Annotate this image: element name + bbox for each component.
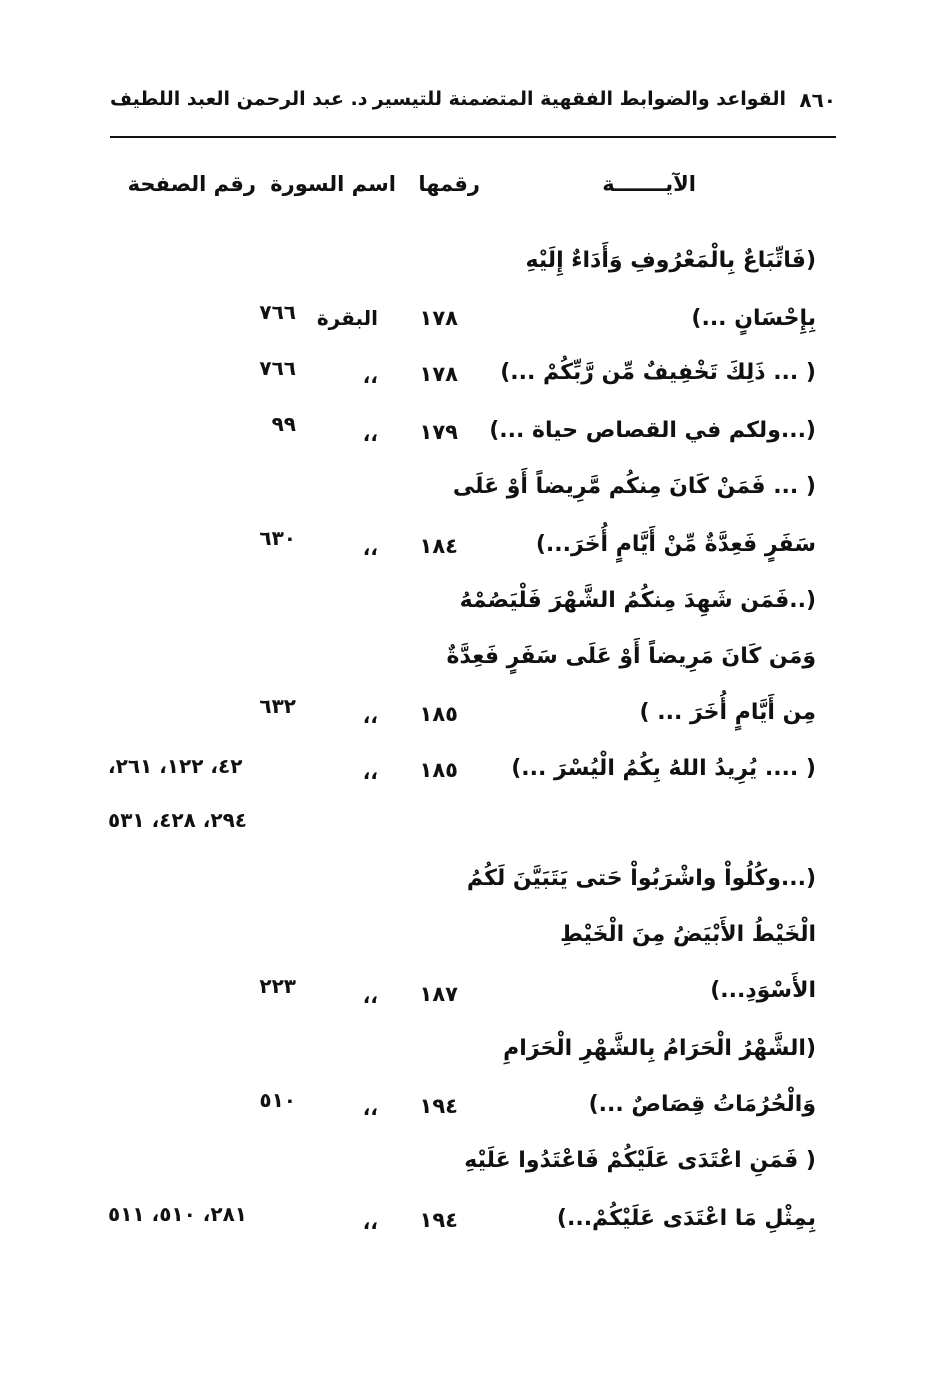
- verse-number: ١٩٤: [419, 1094, 458, 1118]
- verse-line: مِن أَيَّامٍ أُخَرَ ... ): [639, 700, 816, 725]
- surah-name: ،،: [362, 1096, 378, 1120]
- surah-name: ،،: [362, 704, 378, 728]
- verse-line: وَالْحُرُمَاتُ قِصَاصٌ ...): [588, 1092, 816, 1117]
- verse-number: ١٩٤: [419, 1208, 458, 1232]
- verse-line: (...ولكم في القصاص حياة ...): [489, 418, 816, 443]
- column-header-number: رقمها: [418, 172, 480, 196]
- page-ref: ٤٢، ١٢٢، ٢٦١،: [108, 754, 243, 778]
- author-name: د. عبد الرحمن العبد اللطيف: [110, 88, 368, 110]
- column-header-verse: الآيـــــــة: [602, 172, 696, 196]
- surah-name: ،،: [362, 984, 378, 1008]
- verse-line: ( ... فَمَنْ كَانَ مِنكُم مَّرِيضاً أَوْ عَلَى: [452, 474, 816, 499]
- verse-line: (..فَمَن شَهِدَ مِنكُمُ الشَّهْرَ فَلْيَصُمْهُ: [459, 588, 816, 613]
- page-ref: ٢٨١، ٥١٠، ٥١١: [108, 1202, 247, 1226]
- verse-line: وَمَن كَانَ مَرِيضاً أَوْ عَلَى سَفَرٍ فَعِدَّةٌ: [446, 644, 816, 669]
- verse-number: ١٧٨: [419, 362, 458, 386]
- book-title: القواعد والضوابط الفقهية المتضمنة للتيسير: [372, 88, 786, 110]
- verse-line: الأَسْوَدِ...): [710, 978, 816, 1003]
- verse-line: (...وكُلُواْ واشْرَبُواْ حَتى يَتَبَيَّنَ لَكُمُ: [466, 866, 816, 891]
- verse-number: ١٧٨: [419, 306, 458, 330]
- verse-number: ١٧٩: [419, 420, 458, 444]
- surah-name: ،،: [362, 1210, 378, 1234]
- verse-line: بِإِحْسَانٍ ...): [691, 306, 816, 331]
- surah-name: ،،: [362, 364, 378, 388]
- surah-name: ،،: [362, 422, 378, 446]
- verse-line: (الشَّهْرُ الْحَرَامُ بِالشَّهْرِ الْحَرَامِ: [503, 1036, 816, 1061]
- page-number: ٨٦٠: [799, 88, 836, 112]
- page-ref: ٧٦٦: [259, 356, 296, 380]
- page-ref: ٦٣٠: [259, 526, 296, 550]
- verse-number: ١٨٥: [419, 702, 458, 726]
- verse-line: ( ... ذَلِكَ تَخْفِيفٌ مِّن رَّبِّكُمْ ...): [500, 360, 816, 385]
- verse-line: سَفَرٍ فَعِدَّةٌ مِّنْ أَيَّامٍ أُخَرَ...): [535, 532, 816, 557]
- verse-number: ١٨٤: [419, 534, 458, 558]
- header-divider: [110, 136, 836, 138]
- page-ref: ٧٦٦: [259, 300, 296, 324]
- verse-line: الْخَيْطُ الأَبْيَضُ مِنَ الْخَيْطِ: [560, 922, 816, 947]
- column-header-surah: اسم السورة: [270, 172, 396, 196]
- page-ref: ٢٢٣: [259, 974, 296, 998]
- surah-name: البقرة: [316, 306, 378, 330]
- page-ref: ٩٩: [271, 412, 296, 436]
- verse-line: ( .... يُرِيدُ اللهُ بِكُمُ الْيُسْرَ ...): [511, 756, 816, 781]
- page-header: [110, 88, 836, 118]
- page-ref: ٥١٠: [259, 1088, 296, 1112]
- surah-name: ،،: [362, 760, 378, 784]
- verse-line: ( فَمَنِ اعْتَدَى عَلَيْكُمْ فَاعْتَدُوا عَلَيْهِ: [464, 1148, 816, 1173]
- verse-line: بِمِثْلِ مَا اعْتَدَى عَلَيْكُمْ...): [556, 1206, 816, 1231]
- page-ref-continued: ٢٩٤، ٤٢٨، ٥٣١: [108, 808, 247, 832]
- verse-number: ١٨٥: [419, 758, 458, 782]
- column-header-page: رقم الصفحة: [127, 172, 256, 196]
- verse-line: (فَاتِّبَاعٌ بِالْمَعْرُوفِ وَأَدَاءٌ إِلَيْهِ: [525, 248, 816, 273]
- verse-number: ١٨٧: [419, 982, 458, 1006]
- surah-name: ،،: [362, 536, 378, 560]
- page-ref: ٦٣٢: [259, 694, 296, 718]
